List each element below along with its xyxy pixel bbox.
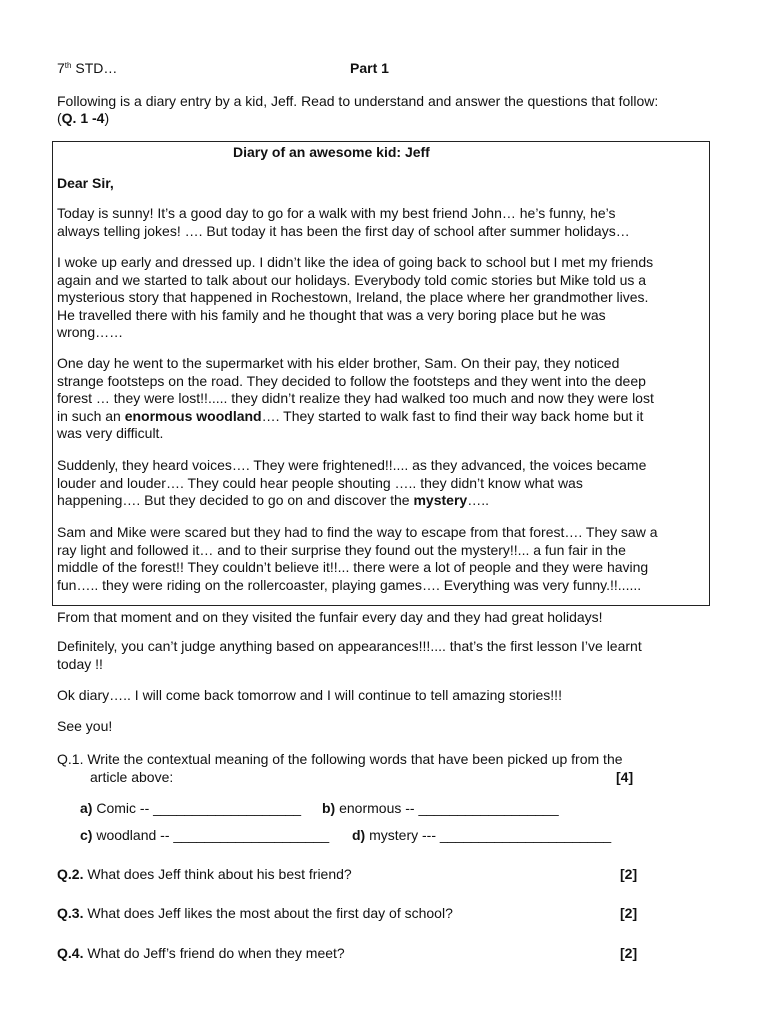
q1-item-c: c) woodland -- ____________________ bbox=[80, 827, 330, 843]
question-1-marks: [4] bbox=[616, 769, 634, 785]
diary-paragraph-1: Today is sunny! It’s a good day to go for a walk with my best friend John… he’s funny, he’s always telling jokes! …. But today it has been the first day of school after summer holidays… bbox=[57, 205, 630, 239]
vocab-enormous-woodland: enormous woodland bbox=[124, 407, 262, 424]
q1-item-a: a) Comic -- ___________________ bbox=[80, 800, 302, 816]
after-paragraph-3: Ok diary….. I will come back tomorrow and I will continue to tell amazing stories!!! bbox=[57, 687, 562, 703]
diary-title: Diary of an awesome kid: Jeff bbox=[233, 144, 430, 160]
question-3: Q.3. What does Jeff likes the most about the first day of school? bbox=[57, 905, 453, 921]
question-2-marks: [2] bbox=[620, 866, 638, 882]
diary-greeting: Dear Sir, bbox=[57, 175, 114, 191]
intro-question-ref: (Q. 1 -4) bbox=[57, 110, 110, 126]
question-1: Q.1. Write the contextual meaning of the following words that have been picked up from the article above: bbox=[57, 751, 623, 785]
sign-off: See you! bbox=[57, 718, 113, 734]
question-2: Q.2. What does Jeff think about his best friend? bbox=[57, 866, 352, 882]
vocab-mystery: mystery bbox=[413, 492, 468, 509]
question-4: Q.4. What do Jeff’s friend do when they meet? bbox=[57, 945, 345, 961]
question-4-marks: [2] bbox=[620, 945, 638, 961]
after-paragraph-1: From that moment and on they visited the funfair every day and they had great holidays! bbox=[57, 609, 603, 625]
question-3-marks: [2] bbox=[620, 905, 638, 921]
q1-item-b: b) enormous -- __________________ bbox=[322, 800, 559, 816]
diary-paragraph-5: Sam and Mike were scared but they had to find the way to escape from that forest…. They saw a ray light and followed it… and to their surprise they found out the mystery!!... a fun fair in the middle of the forest!! They couldn’t believe it!!... there were a lot of people and they were having fun….. they were riding on the rollercoaster, playing games…. Everything was very funny.!!...... bbox=[57, 524, 658, 593]
q1-item-d: d) mystery --- ______________________ bbox=[352, 827, 612, 843]
diary-paragraph-3: One day he went to the supermarket with his elder brother, Sam. On their pay, they noticed strange footsteps on the road. They decided to follow the footsteps and they went into the deep forest … they were lost!!..... they didn’t realize they had walked too much and now they were lost in such an enormous woodland…. They started to walk fast to find their way back home but it was very difficult. bbox=[57, 355, 654, 442]
intro-text: Following is a diary entry by a kid, Jeff. Read to understand and answer the questions that follow: bbox=[57, 93, 659, 109]
after-paragraph-2: Definitely, you can’t judge anything based on appearances!!!.... that’s the first lesson I’ve learnt today !! bbox=[57, 638, 642, 672]
class-label: 7th STD… bbox=[57, 60, 118, 76]
part-heading: Part 1 bbox=[350, 60, 389, 76]
diary-paragraph-4: Suddenly, they heard voices…. They were frightened!!.... as they advanced, the voices became louder and louder…. They could hear people shouting ….. they didn’t know what was happening…. But they decided to go on and discover the mystery….. bbox=[57, 457, 647, 509]
diary-paragraph-2: I woke up early and dressed up. I didn’t like the idea of going back to school but I met my friends again and we started to talk about our holidays. Everybody told comic stories but Mike told us a mysterious story that happened in Rochestown, Ireland, the place where her grandmother lives. He travelled there with his family and he thought that was a very boring place but he was wrong…… bbox=[57, 254, 654, 341]
